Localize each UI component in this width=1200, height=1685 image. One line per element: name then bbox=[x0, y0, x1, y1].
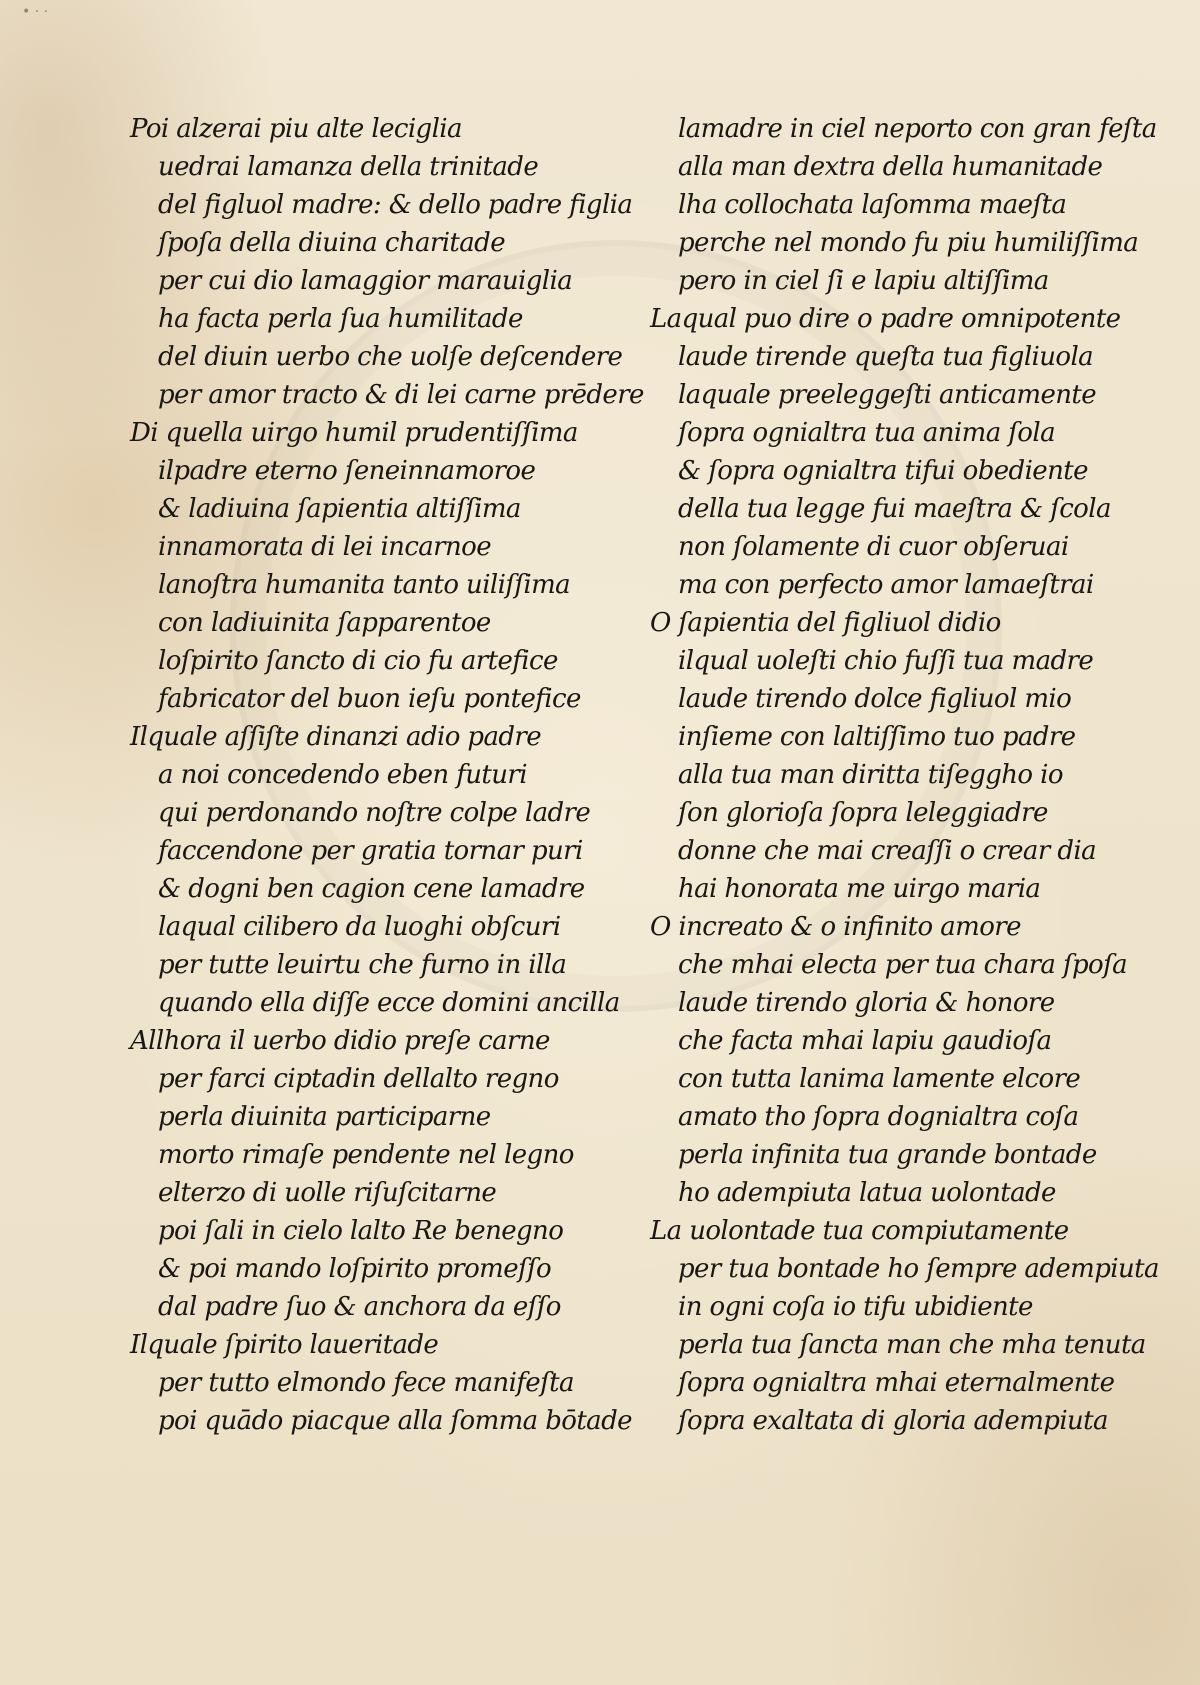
verse-line: per tutte leuirtu che furno in illa bbox=[158, 950, 567, 980]
stanza-first-line: Ilquale ſpirito laueritade bbox=[130, 1330, 439, 1360]
verse-line: inſieme con laltiſſimo tuo padre bbox=[678, 722, 1076, 752]
verse-line: perla diuinita participarne bbox=[158, 1102, 491, 1132]
verse-line: pero in ciel ſi e lapiu altiſſima bbox=[678, 266, 1049, 296]
verse-line: laude tirende queſta tua figliuola bbox=[678, 342, 1094, 372]
verse-line: ſopra ognialtra tua anima ſola bbox=[678, 418, 1055, 448]
verse-line: ſopra exaltata di gloria adempiuta bbox=[678, 1406, 1108, 1436]
verse-line: faccendone per gratia tornar puri bbox=[158, 836, 583, 866]
verse-line: con tutta lanima lamente elcore bbox=[678, 1064, 1081, 1094]
verse-line: per cui dio lamaggior marauiglia bbox=[158, 266, 573, 296]
verse-line: loſpirito ſancto di cio fu artefice bbox=[158, 646, 558, 676]
verse-line: ho adempiuta latua uolontade bbox=[678, 1178, 1056, 1208]
verse-line: laude tirendo dolce figliuol mio bbox=[678, 684, 1072, 714]
verse-line: lamadre in ciel neporto con gran feſta bbox=[678, 114, 1157, 144]
verse-line: poi ſali in cielo lalto Re benegno bbox=[158, 1216, 564, 1246]
verse-line: alla tua man diritta tiſeggho io bbox=[678, 760, 1063, 790]
verse-line: della tua legge fui maeſtra & ſcola bbox=[678, 494, 1111, 524]
verse-line: quando ella diſſe ecce domini ancilla bbox=[158, 988, 620, 1018]
verse-line: ilqual uoleſti chio fuſſi tua madre bbox=[678, 646, 1094, 676]
verse-line: hai honorata me uirgo maria bbox=[678, 874, 1041, 904]
verse-line: uedrai lamanza della trinitade bbox=[158, 152, 539, 182]
verse-line: ilpadre eterno ſeneinnamoroe bbox=[158, 456, 536, 486]
verse-line: laude tirendo gloria & honore bbox=[678, 988, 1055, 1018]
left-column bbox=[130, 110, 650, 1440]
verse-line: ha facta perla ſua humilitade bbox=[158, 304, 523, 334]
verse-line: & ſopra ognialtra tifui obediente bbox=[678, 456, 1088, 486]
verse-line: che facta mhai lapiu gaudioſa bbox=[678, 1026, 1052, 1056]
verse-line: donne che mai creaſſi o crear dia bbox=[678, 836, 1096, 866]
verse-line: del figluol madre: & dello padre figlia bbox=[158, 190, 633, 220]
verse-line: morto rimaſe pendente nel legno bbox=[158, 1140, 574, 1170]
verse-line: elterzo di uolle riſuſcitarne bbox=[158, 1178, 497, 1208]
verse-line: ma con perfecto amor lamaeſtrai bbox=[678, 570, 1094, 600]
stanza-first-line: Ilquale aſſiſte dinanzi adio padre bbox=[130, 722, 542, 752]
verse-line: amato tho ſopra dognialtra coſa bbox=[678, 1102, 1079, 1132]
verse-line: fabricator del buon ieſu pontefice bbox=[158, 684, 581, 714]
verse-line: ſopra ognialtra mhai eternalmente bbox=[678, 1368, 1115, 1398]
verse-line: a noi concedendo eben futuri bbox=[158, 760, 527, 790]
verse-line: perla tua ſancta man che mha tenuta bbox=[678, 1330, 1146, 1360]
stanza-first-line: Poi alzerai piu alte leciglia bbox=[130, 114, 462, 144]
verse-line: per farci ciptadin dellalto regno bbox=[158, 1064, 559, 1094]
verse-line: & dogni ben cagion cene lamadre bbox=[158, 874, 585, 904]
verse-line: perla infinita tua grande bontade bbox=[678, 1140, 1097, 1170]
verse-line: ſpoſa della diuina charitade bbox=[158, 228, 505, 258]
stanza-first-line: Di quella uirgo humil prudentiſſima bbox=[130, 418, 578, 448]
verse-line: & ladiuina ſapientia altiſſima bbox=[158, 494, 521, 524]
verse-line: qui perdonando noſtre colpe ladre bbox=[158, 798, 591, 828]
verse-line: perche nel mondo fu piu humiliſſima bbox=[678, 228, 1139, 258]
verse-line: poi quādo piacque alla ſomma bōtade bbox=[158, 1406, 632, 1436]
verse-line: lha collochata laſomma maeſta bbox=[678, 190, 1067, 220]
stanza-first-line: Laqual puo dire o padre omnipotente bbox=[650, 304, 1121, 334]
corner-ink-marks: • · · bbox=[22, 4, 49, 20]
verse-line: in ogni coſa io tifu ubidiente bbox=[678, 1292, 1033, 1322]
right-column bbox=[650, 110, 1159, 1440]
verse-line: ſon glorioſa ſopra leleggiadre bbox=[678, 798, 1048, 828]
verse-line: laqual cilibero da luoghi obſcuri bbox=[158, 912, 561, 942]
stanza-first-line: O ſapientia del figliuol didio bbox=[650, 608, 1001, 638]
verse-line: per tua bontade ho ſempre adempiuta bbox=[678, 1254, 1159, 1284]
verse-line: innamorata di lei incarnoe bbox=[158, 532, 492, 562]
verse-line: & poi mando loſpirito promeſſo bbox=[158, 1254, 552, 1284]
verse-line: dal padre ſuo & anchora da eſſo bbox=[158, 1292, 561, 1322]
verse-line: con ladiuinita ſapparentoe bbox=[158, 608, 491, 638]
verse-line: alla man dextra della humanitade bbox=[678, 152, 1103, 182]
stanza-first-line: O increato & o infinito amore bbox=[650, 912, 1021, 942]
stanza-first-line: Allhora il uerbo didio preſe carne bbox=[130, 1026, 550, 1056]
verse-line: laquale preeleggeſti anticamente bbox=[678, 380, 1097, 410]
verse-line: non ſolamente di cuor obſeruai bbox=[678, 532, 1069, 562]
verse-line: per amor tracto & di lei carne prēdere bbox=[158, 380, 644, 410]
verse-line: lanoſtra humanita tanto uiliſſima bbox=[158, 570, 571, 600]
verse-line: che mhai electa per tua chara ſpoſa bbox=[678, 950, 1128, 980]
verse-line: per tutto elmondo fece manifeſta bbox=[158, 1368, 574, 1398]
stanza-first-line: La uolontade tua compiutamente bbox=[650, 1216, 1069, 1246]
verse-line: del diuin uerbo che uolſe deſcendere bbox=[158, 342, 623, 372]
